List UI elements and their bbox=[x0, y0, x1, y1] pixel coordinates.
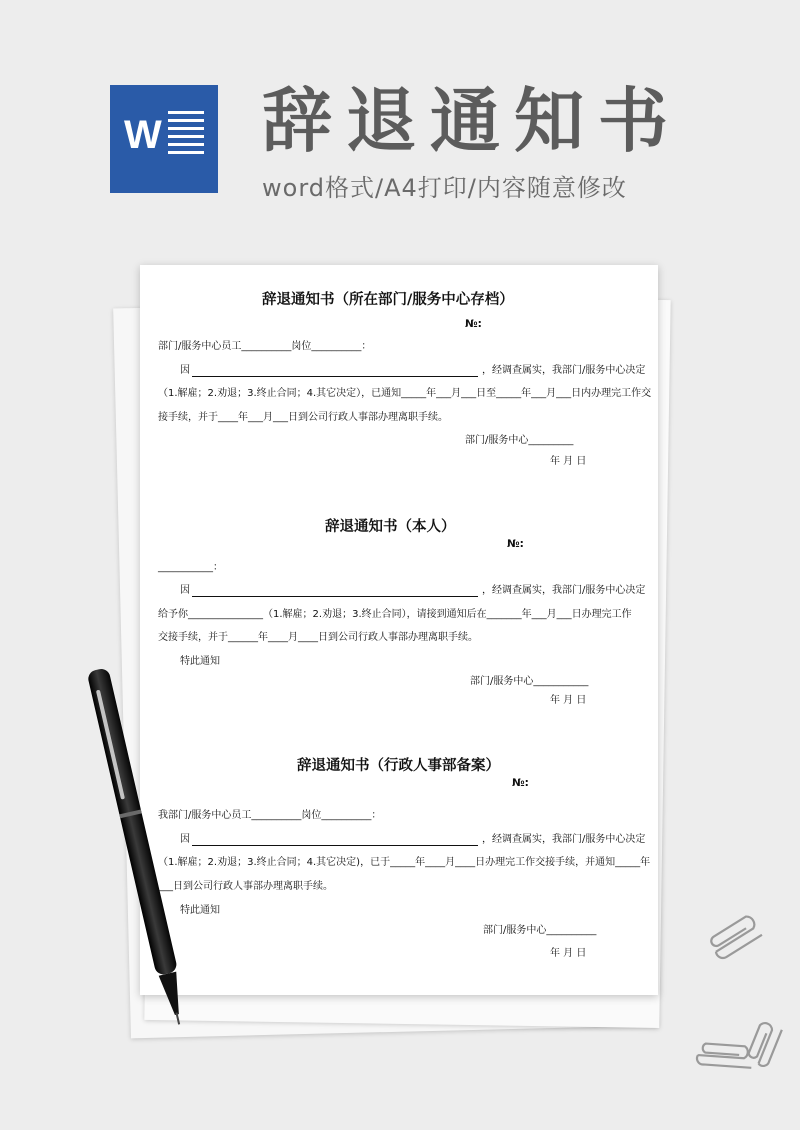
section2-number: №: bbox=[507, 538, 524, 550]
section1-title: 辞退通知书（所在部门/服务中心存档） bbox=[262, 292, 514, 308]
section2-signature: 部门/服务中心___________ bbox=[470, 676, 589, 687]
section2-line1: ___________： bbox=[158, 562, 223, 573]
section2-line4: 交接手续，并于______年____月____日到公司行政人事部办理离职手续。 bbox=[158, 632, 478, 643]
paper-clip-icon bbox=[694, 1042, 758, 1072]
document-page bbox=[140, 265, 658, 995]
word-logo-icon bbox=[110, 85, 218, 193]
section3-line2-prefix: 因 bbox=[180, 834, 190, 845]
section1-signature: 部门/服务中心_________ bbox=[465, 435, 574, 446]
section2-title: 辞退通知书（本人） bbox=[325, 519, 456, 535]
section3-line1: 我部门/服务中心员工__________岗位__________： bbox=[158, 810, 382, 821]
section3-number: №: bbox=[512, 777, 529, 789]
section1-date: 年 月 日 bbox=[550, 456, 587, 467]
section1-line2-prefix: 因 bbox=[180, 365, 190, 376]
banner-title: 辞退通知书 bbox=[262, 80, 682, 162]
section1-line4: 接手续，并于____年___月___日到公司行政人事部办理离职手续。 bbox=[158, 412, 448, 423]
section2-date: 年 月 日 bbox=[550, 695, 587, 706]
section3-date: 年 月 日 bbox=[550, 948, 587, 959]
section3-signature: 部门/服务中心__________ bbox=[483, 925, 597, 936]
ballpoint-pen-icon bbox=[88, 660, 198, 1040]
section3-blank-line bbox=[192, 845, 478, 846]
word-logo-letter: W bbox=[124, 113, 162, 157]
section2-line2-suffix: ，经调查属实，我部门/服务中心决定 bbox=[482, 585, 646, 596]
paper-clip-icon bbox=[706, 915, 770, 961]
section2-blank-line bbox=[192, 596, 478, 597]
section1-line3: （1.解雇；2.劝退；3.终止合同；4.其它决定），已通知_____年___月___日至_____年___月___日内办理完工作交 bbox=[158, 388, 652, 399]
section1-line1: 部门/服务中心员工__________岗位__________： bbox=[158, 341, 372, 352]
section2-closing: 特此通知 bbox=[180, 656, 220, 667]
section3-title: 辞退通知书（行政人事部备案） bbox=[297, 758, 500, 774]
section1-blank-line bbox=[192, 376, 478, 377]
banner bbox=[0, 0, 800, 230]
word-logo-lines bbox=[168, 111, 204, 159]
section1-number: №: bbox=[465, 318, 482, 330]
banner-subtitle: word格式/A4打印/内容随意修改 bbox=[262, 174, 627, 202]
section2-line3: 给予你_______________（1.解雇；2.劝退；3.终止合同），请接到通知后在_______年___月___日办理完工作 bbox=[158, 609, 632, 620]
section3-line3: （1.解雇；2.劝退；3.终止合同；4.其它决定)，已于_____年____月____日办理完工作交接手续，并通知_____年 bbox=[158, 857, 651, 868]
section3-closing: 特此通知 bbox=[180, 905, 220, 916]
section2-line2-prefix: 因 bbox=[180, 585, 190, 596]
section1-line2-suffix: ，经调查属实，我部门/服务中心决定 bbox=[482, 365, 646, 376]
section3-line2-suffix: ，经调查属实，我部门/服务中心决定 bbox=[482, 834, 646, 845]
section3-line4: ___日到公司行政人事部办理离职手续。 bbox=[158, 881, 333, 892]
